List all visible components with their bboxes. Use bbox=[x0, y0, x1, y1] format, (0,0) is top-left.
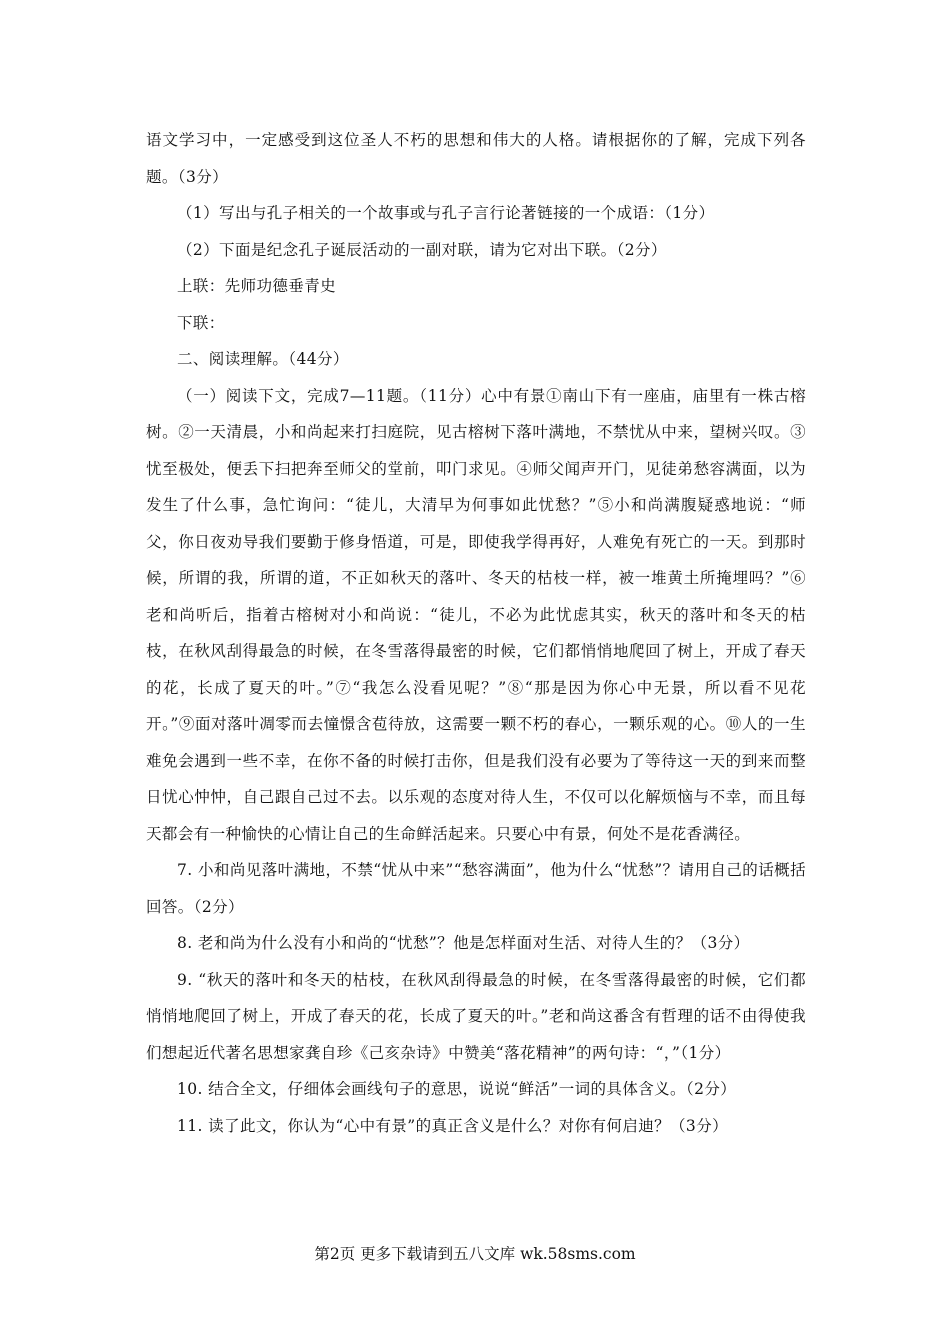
question-9: 9. “秋天的落叶和冬天的枯枝，在秋风刮得最急的时候，在冬雪落得最密的时候，它们都悄悄地爬回了树上，开成了春天的花，长成了夏天的叶。”老和尚这番含有哲理的话不由得使我们想起近代著名思想家龚自珍《己亥杂诗》中赞美“落花精神”的两句诗：“，”（1分） bbox=[146, 970, 806, 1062]
question-2: （2）下面是纪念孔子诞辰活动的一副对联，请为它对出下联。（2分） bbox=[177, 240, 667, 259]
question-1: （1）写出与孔子相关的一个故事或与孔子言行论著链接的一个成语：（1分） bbox=[177, 204, 715, 222]
intro-paragraph: 语文学习中，一定感受到这位圣人不朽的思想和伟大的人格。请根据你的了解，完成下列各题。（3分） bbox=[146, 131, 806, 186]
question-10: 10. 结合全文，仔细体会画线句子的意思，说说“鲜活”一词的具体含义。（2分） bbox=[177, 1080, 737, 1098]
lower-couplet: 下联： bbox=[177, 313, 225, 332]
question-8: 8. 老和尚为什么没有小和尚的“忧愁”？他是怎样面对生活、对待人生的？（3分） bbox=[177, 934, 750, 952]
reading-passage: （一）阅读下文，完成7—11题。（11分）心中有景①南山下有一座庙，庙里有一株古榕树。②一天清晨，小和尚起来打扫庭院，见古榕树下落叶满地，不禁忧从中来，望树兴叹。③忧至极处，便丢下扫把奔至师父的堂前，叩门求见。④师父闻声开门，见徒弟愁容满面，以为发生了什么事，急忙询问：“徒儿，大清早为何事如此忧愁？”⑤小和尚满腹疑惑地说：“师父，你日夜劝导我们要勤于修身悟道，可是，即使我学得再好，人难免有死亡的一天。到那时候，所谓的我，所谓的道，不正如秋天的落叶、冬天的枯枝一样，被一堆黄土所掩埋吗？”⑥老和尚听后，指着古榕树对小和尚说：“徒儿，不必为此忧虑其实，秋天的落叶和冬天的枯枝，在秋风刮得最急的时候，在冬雪落得最密的时候，它们都悄悄地爬回了树上，开成了春天的花，长成了夏天的叶。”⑦“我怎么没看见呢？”⑧“那是因为你心中无景，所以看不见花开。”⑨面对落叶凋零而去憧憬含苞待放，这需要一颗不朽的春心，一颗乐观的心。⑩人的一生难免会遇到一些不幸，在你不备的时候打击你，但是我们没有必要为了等待这一天的到来而整日忧心忡忡，自己跟自己过不去。以乐观的态度对待人生，不仅可以化解烦恼与不幸，而且每天都会有一种愉快的心情让自己的生命鲜活起来。只要心中有景，何处不是花香满径。 bbox=[146, 386, 806, 843]
section-2-title: 二、阅读理解。（44分） bbox=[177, 350, 349, 368]
question-7: 7. 小和尚见落叶满地，不禁“忧从中来”“愁容满面”，他为什么“忧愁”？请用自己的话概括回答。（2分） bbox=[146, 861, 806, 916]
question-11: 11. 读了此文，你认为“心中有景”的真正含义是什么？对你有何启迪？（3分） bbox=[177, 1116, 728, 1135]
document-body bbox=[146, 122, 806, 1144]
upper-couplet: 上联：先师功德垂青史 bbox=[177, 277, 337, 295]
page-footer: 第2页 更多下载请到五八文库 wk.58sms.com bbox=[314, 1245, 636, 1263]
